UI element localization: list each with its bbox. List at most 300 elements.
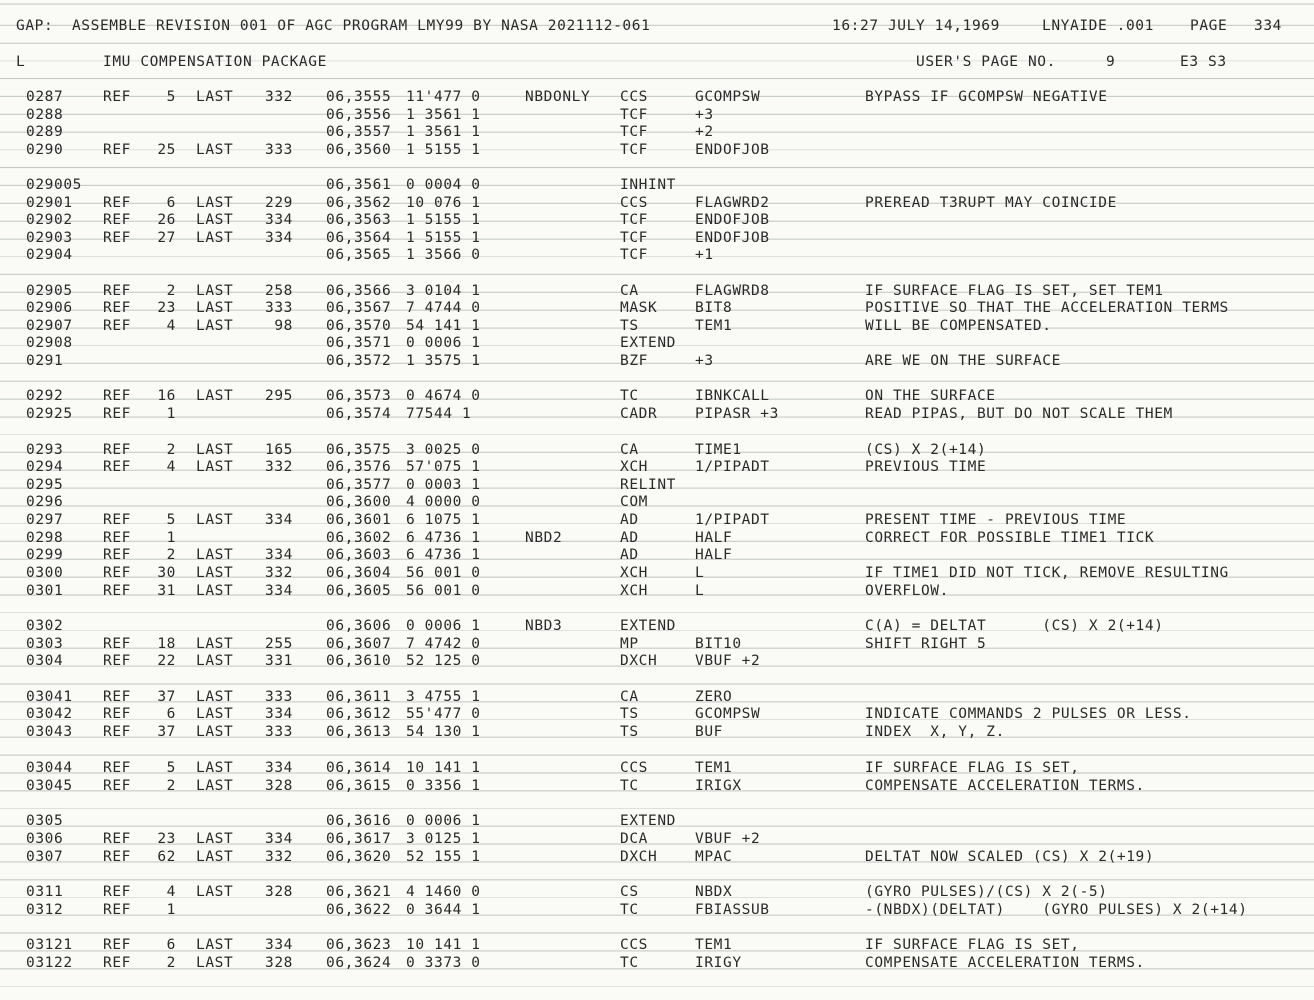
address: 06,3575 [326, 442, 392, 458]
operand: FLAGWRD2 [695, 195, 770, 211]
octal-word: 56 001 0 [406, 583, 481, 599]
listing-row [0, 812, 1314, 830]
octal-word: 3 4755 1 [406, 689, 481, 705]
address: 06,3617 [326, 831, 392, 847]
listing-row [0, 246, 1314, 264]
last-label: LAST [196, 212, 234, 228]
ref-count: 18 [157, 636, 176, 652]
listing-row [0, 830, 1314, 848]
address: 06,3614 [326, 760, 392, 776]
address: 06,3610 [326, 653, 392, 669]
line-number: 02905 [26, 283, 73, 299]
opcode: TC [620, 955, 639, 971]
address: 06,3611 [326, 689, 392, 705]
listing-row [0, 88, 1314, 106]
listing-row [0, 546, 1314, 564]
line-number: 03121 [26, 937, 73, 953]
last-page: 331 [265, 653, 293, 669]
ref-label: REF [103, 706, 131, 722]
operand: BUF [695, 724, 723, 740]
operand: HALF [695, 547, 733, 563]
octal-word: 0 0003 1 [406, 477, 481, 493]
address: 06,3557 [326, 124, 392, 140]
line-number: 02906 [26, 300, 73, 316]
opcode: RELINT [620, 477, 676, 493]
ref-count: 25 [157, 142, 176, 158]
ref-label: REF [103, 778, 131, 794]
address: 06,3606 [326, 618, 392, 634]
user-page-number: 9 [1106, 54, 1116, 70]
operand: 1/PIPADT [695, 459, 770, 475]
line-number: 0300 [26, 565, 64, 581]
line-number: 02908 [26, 335, 73, 351]
ref-count: 2 [166, 778, 176, 794]
operand: BIT10 [695, 636, 742, 652]
address: 06,3572 [326, 353, 392, 369]
opcode: TCF [620, 124, 648, 140]
octal-word: 1 3566 0 [406, 247, 481, 263]
line-number: 02903 [26, 230, 73, 246]
line-number: 0307 [26, 849, 64, 865]
ref-count: 5 [166, 89, 176, 105]
line-number: 02901 [26, 195, 73, 211]
octal-word: 1 5155 1 [406, 142, 481, 158]
last-page: 333 [265, 300, 293, 316]
address: 06,3566 [326, 283, 392, 299]
last-page: 334 [265, 547, 293, 563]
operand: VBUF +2 [695, 831, 761, 847]
octal-word: 52 155 1 [406, 849, 481, 865]
address: 06,3564 [326, 230, 392, 246]
opcode: CA [620, 689, 639, 705]
line-number: 0312 [26, 902, 64, 918]
ref-label: REF [103, 547, 131, 563]
comment: CORRECT FOR POSSIBLE TIME1 TICK [865, 530, 1155, 546]
operand: TEM1 [695, 760, 733, 776]
ref-label: REF [103, 89, 131, 105]
listing-row [0, 529, 1314, 547]
address: 06,3574 [326, 406, 392, 422]
ref-label: REF [103, 653, 131, 669]
user-page-label: USER'S PAGE NO. [916, 54, 1056, 70]
section-code: E3 S3 [1180, 54, 1227, 70]
octal-word: 7 4744 0 [406, 300, 481, 316]
ref-count: 6 [166, 706, 176, 722]
octal-word: 0 3356 1 [406, 778, 481, 794]
ref-count: 1 [166, 902, 176, 918]
operand: GCOMPSW [695, 706, 761, 722]
line-number: 0303 [26, 636, 64, 652]
comment: (CS) X 2(+14) [865, 442, 987, 458]
listing-row [0, 441, 1314, 459]
opcode: AD [620, 530, 639, 546]
opcode: TC [620, 778, 639, 794]
octal-word: 6 1075 1 [406, 512, 481, 528]
operand: NBDX [695, 884, 733, 900]
octal-word: 54 141 1 [406, 318, 481, 334]
section-header [0, 53, 1314, 71]
ref-label: REF [103, 530, 131, 546]
ref-label: REF [103, 902, 131, 918]
ref-count: 2 [166, 442, 176, 458]
ref-count: 2 [166, 955, 176, 971]
address: 06,3571 [326, 335, 392, 351]
line-number: 029005 [26, 177, 82, 193]
last-label: LAST [196, 831, 234, 847]
octal-word: 6 4736 1 [406, 530, 481, 546]
comment: (GYRO PULSES)/(CS) X 2(-5) [865, 884, 1108, 900]
line-number: 0297 [26, 512, 64, 528]
comment: READ PIPAS, BUT DO NOT SCALE THEM [865, 406, 1173, 422]
line-number: 02925 [26, 406, 73, 422]
last-label: LAST [196, 318, 234, 334]
listing-row [0, 582, 1314, 600]
address: 06,3607 [326, 636, 392, 652]
comment: PRESENT TIME - PREVIOUS TIME [865, 512, 1127, 528]
opcode: AD [620, 512, 639, 528]
address: 06,3570 [326, 318, 392, 334]
comment: COMPENSATE ACCELERATION TERMS. [865, 778, 1145, 794]
listing-row [0, 564, 1314, 582]
opcode: TS [620, 318, 639, 334]
octal-word: 0 0004 0 [406, 177, 481, 193]
octal-word: 3 0125 1 [406, 831, 481, 847]
address: 06,3576 [326, 459, 392, 475]
last-page: 328 [265, 884, 293, 900]
assembly-user: LNYAIDE .001 [1042, 18, 1154, 34]
listing-row [0, 635, 1314, 653]
ref-count: 6 [166, 195, 176, 211]
last-label: LAST [196, 724, 234, 740]
operand: VBUF +2 [695, 653, 761, 669]
listing-row [0, 141, 1314, 159]
listing-row [0, 883, 1314, 901]
address: 06,3562 [326, 195, 392, 211]
listing-row [0, 777, 1314, 795]
comment: ARE WE ON THE SURFACE [865, 353, 1061, 369]
listing-row [0, 106, 1314, 124]
line-number: 03122 [26, 955, 73, 971]
octal-word: 55'477 0 [406, 706, 481, 722]
opcode: CCS [620, 89, 648, 105]
operand: MPAC [695, 849, 733, 865]
octal-word: 0 4674 0 [406, 388, 481, 404]
octal-word: 4 1460 0 [406, 884, 481, 900]
last-page: 334 [265, 230, 293, 246]
last-page: 334 [265, 937, 293, 953]
comment: C(A) = DELTAT (CS) X 2(+14) [865, 618, 1164, 634]
symbol-label: NBD2 [525, 530, 563, 546]
last-page: 332 [265, 565, 293, 581]
comment: IF SURFACE FLAG IS SET, [865, 760, 1080, 776]
listing-row [0, 123, 1314, 141]
last-page: 333 [265, 142, 293, 158]
comment: BYPASS IF GCOMPSW NEGATIVE [865, 89, 1108, 105]
ref-count: 23 [157, 300, 176, 316]
listing-row [0, 352, 1314, 370]
ref-label: REF [103, 760, 131, 776]
listing-row [0, 282, 1314, 300]
operand: TIME1 [695, 442, 742, 458]
last-page: 334 [265, 512, 293, 528]
ref-count: 16 [157, 388, 176, 404]
line-number: 03043 [26, 724, 73, 740]
octal-word: 10 141 1 [406, 760, 481, 776]
last-page: 328 [265, 778, 293, 794]
operand: FBIASSUB [695, 902, 770, 918]
last-label: LAST [196, 459, 234, 475]
listing-flag: L [16, 54, 26, 70]
ref-label: REF [103, 724, 131, 740]
last-page: 295 [265, 388, 293, 404]
comment: SHIFT RIGHT 5 [865, 636, 987, 652]
last-page: 332 [265, 459, 293, 475]
octal-word: 3 0025 0 [406, 442, 481, 458]
octal-word: 1 3561 1 [406, 107, 481, 123]
octal-word: 6 4736 1 [406, 547, 481, 563]
listing-row [0, 194, 1314, 212]
ref-label: REF [103, 583, 131, 599]
ref-label: REF [103, 955, 131, 971]
ref-label: REF [103, 636, 131, 652]
operand: L [695, 565, 705, 581]
listing-row [0, 458, 1314, 476]
opcode: TC [620, 388, 639, 404]
last-label: LAST [196, 689, 234, 705]
opcode: TS [620, 724, 639, 740]
symbol-label: NBDONLY [525, 89, 591, 105]
octal-word: 52 125 0 [406, 653, 481, 669]
operand: L [695, 583, 705, 599]
ref-label: REF [103, 195, 131, 211]
ref-label: REF [103, 318, 131, 334]
octal-word: 0 0006 1 [406, 335, 481, 351]
operand: +3 [695, 107, 714, 123]
opcode: EXTEND [620, 618, 676, 634]
ref-label: REF [103, 512, 131, 528]
comment: DELTAT NOW SCALED (CS) X 2(+19) [865, 849, 1155, 865]
last-label: LAST [196, 442, 234, 458]
operand: 1/PIPADT [695, 512, 770, 528]
ref-count: 37 [157, 724, 176, 740]
last-label: LAST [196, 706, 234, 722]
line-number: 0288 [26, 107, 64, 123]
ref-count: 31 [157, 583, 176, 599]
last-page: 334 [265, 831, 293, 847]
last-label: LAST [196, 955, 234, 971]
comment: -(NBDX)(DELTAT) (GYRO PULSES) X 2(+14) [865, 902, 1248, 918]
operand: +3 [695, 353, 714, 369]
octal-word: 57'075 1 [406, 459, 481, 475]
ref-count: 1 [166, 530, 176, 546]
comment: IF SURFACE FLAG IS SET, [865, 937, 1080, 953]
opcode: TS [620, 706, 639, 722]
ref-count: 22 [157, 653, 176, 669]
comment: IF TIME1 DID NOT TICK, REMOVE RESULTING [865, 565, 1229, 581]
opcode: CS [620, 884, 639, 900]
line-number: 0296 [26, 494, 64, 510]
opcode: DXCH [620, 653, 658, 669]
last-label: LAST [196, 583, 234, 599]
opcode: MP [620, 636, 639, 652]
ref-count: 2 [166, 283, 176, 299]
opcode: CCS [620, 760, 648, 776]
address: 06,3623 [326, 937, 392, 953]
line-number: 02907 [26, 318, 73, 334]
ref-count: 26 [157, 212, 176, 228]
octal-word: 7 4742 0 [406, 636, 481, 652]
ref-label: REF [103, 937, 131, 953]
line-number: 0291 [26, 353, 64, 369]
address: 06,3604 [326, 565, 392, 581]
last-label: LAST [196, 884, 234, 900]
last-label: LAST [196, 300, 234, 316]
opcode: XCH [620, 583, 648, 599]
address: 06,3624 [326, 955, 392, 971]
opcode: CCS [620, 937, 648, 953]
last-page: 258 [265, 283, 293, 299]
ref-count: 1 [166, 406, 176, 422]
page-number: 334 [1254, 18, 1282, 34]
comment: INDICATE COMMANDS 2 PULSES OR LESS. [865, 706, 1192, 722]
opcode: MASK [620, 300, 658, 316]
listing-row [0, 476, 1314, 494]
listing-row [0, 176, 1314, 194]
ref-label: REF [103, 212, 131, 228]
listing-row [0, 688, 1314, 706]
line-number: 02902 [26, 212, 73, 228]
line-number: 0287 [26, 89, 64, 105]
last-page: 255 [265, 636, 293, 652]
address: 06,3555 [326, 89, 392, 105]
last-label: LAST [196, 937, 234, 953]
opcode: CADR [620, 406, 658, 422]
last-label: LAST [196, 512, 234, 528]
last-label: LAST [196, 89, 234, 105]
last-page: 333 [265, 724, 293, 740]
line-number: 0301 [26, 583, 64, 599]
comment: INDEX X, Y, Z. [865, 724, 1005, 740]
opcode: INHINT [620, 177, 676, 193]
address: 06,3567 [326, 300, 392, 316]
octal-word: 1 5155 1 [406, 212, 481, 228]
opcode: CA [620, 283, 639, 299]
octal-word: 4 0000 0 [406, 494, 481, 510]
last-label: LAST [196, 283, 234, 299]
ref-label: REF [103, 689, 131, 705]
line-number: 0295 [26, 477, 64, 493]
line-number: 0293 [26, 442, 64, 458]
operand: ENDOFJOB [695, 212, 770, 228]
line-number: 0302 [26, 618, 64, 634]
listing-row [0, 705, 1314, 723]
address: 06,3622 [326, 902, 392, 918]
ref-count: 2 [166, 547, 176, 563]
opcode: AD [620, 547, 639, 563]
operand: GCOMPSW [695, 89, 761, 105]
line-number: 0290 [26, 142, 64, 158]
comment: PREREAD T3RUPT MAY COINCIDE [865, 195, 1117, 211]
line-number: 0289 [26, 124, 64, 140]
listing-row [0, 901, 1314, 919]
ref-label: REF [103, 565, 131, 581]
last-page: 98 [274, 318, 293, 334]
listing-row [0, 617, 1314, 635]
octal-word: 54 130 1 [406, 724, 481, 740]
line-number: 03045 [26, 778, 73, 794]
octal-word: 77544 1 [406, 406, 472, 422]
page-label: PAGE [1190, 18, 1228, 34]
last-label: LAST [196, 653, 234, 669]
page-header [0, 17, 1314, 35]
line-number: 0311 [26, 884, 64, 900]
comment: IF SURFACE FLAG IS SET, SET TEM1 [865, 283, 1164, 299]
address: 06,3577 [326, 477, 392, 493]
octal-word: 0 3644 1 [406, 902, 481, 918]
address: 06,3612 [326, 706, 392, 722]
symbol-label: NBD3 [525, 618, 563, 634]
address: 06,3600 [326, 494, 392, 510]
last-page: 328 [265, 955, 293, 971]
listing-row [0, 211, 1314, 229]
line-number: 0306 [26, 831, 64, 847]
last-page: 334 [265, 212, 293, 228]
address: 06,3573 [326, 388, 392, 404]
opcode: COM [620, 494, 648, 510]
ref-label: REF [103, 283, 131, 299]
ref-count: 6 [166, 937, 176, 953]
opcode: XCH [620, 565, 648, 581]
ref-count: 4 [166, 884, 176, 900]
operand: PIPASR +3 [695, 406, 779, 422]
last-label: LAST [196, 760, 234, 776]
address: 06,3556 [326, 107, 392, 123]
last-label: LAST [196, 849, 234, 865]
opcode: TCF [620, 142, 648, 158]
opcode: DXCH [620, 849, 658, 865]
listing-row [0, 511, 1314, 529]
opcode: TC [620, 902, 639, 918]
octal-word: 0 3373 0 [406, 955, 481, 971]
comment: COMPENSATE ACCELERATION TERMS. [865, 955, 1145, 971]
address: 06,3565 [326, 247, 392, 263]
assembly-title: GAP: ASSEMBLE REVISION 001 OF AGC PROGRAM LMY99 BY NASA 2021112-061 [16, 18, 651, 34]
ref-label: REF [103, 849, 131, 865]
last-label: LAST [196, 565, 234, 581]
listing-row [0, 848, 1314, 866]
octal-word: 11'477 0 [406, 89, 481, 105]
listing-row [0, 652, 1314, 670]
operand: BIT8 [695, 300, 733, 316]
ref-count: 30 [157, 565, 176, 581]
opcode: TCF [620, 230, 648, 246]
line-number: 03042 [26, 706, 73, 722]
operand: FLAGWRD8 [695, 283, 770, 299]
ref-count: 4 [166, 318, 176, 334]
ref-label: REF [103, 300, 131, 316]
listing-row [0, 405, 1314, 423]
ref-count: 37 [157, 689, 176, 705]
opcode: BZF [620, 353, 648, 369]
opcode: CCS [620, 195, 648, 211]
line-number: 0299 [26, 547, 64, 563]
ref-label: REF [103, 388, 131, 404]
listing-row [0, 493, 1314, 511]
address: 06,3563 [326, 212, 392, 228]
line-number: 0304 [26, 653, 64, 669]
opcode: TCF [620, 212, 648, 228]
listing-row [0, 387, 1314, 405]
